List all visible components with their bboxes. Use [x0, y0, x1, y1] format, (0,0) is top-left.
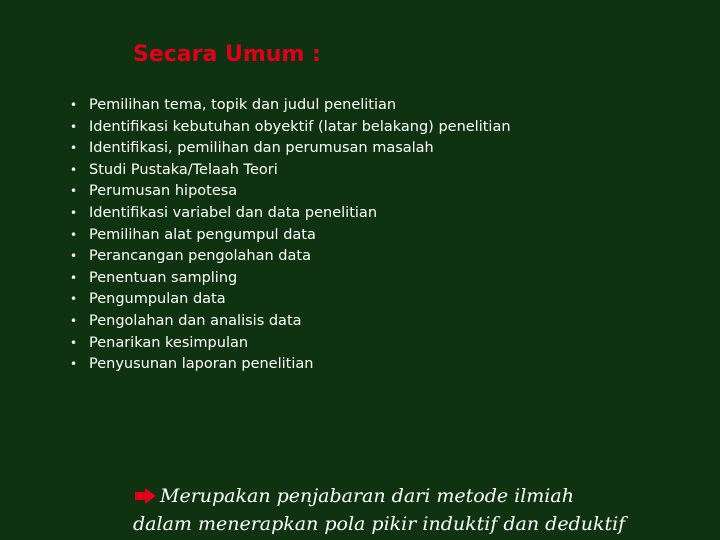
bullet-icon: • [70, 270, 78, 285]
bullet-list [70, 95, 511, 376]
footer-text-1: Merupakan penjabaran dari metode ilmiah [160, 485, 574, 507]
list-item-text: Perancangan pengolahan data [89, 248, 311, 265]
list-item [70, 225, 511, 247]
bullet-icon: • [70, 292, 78, 307]
list-item [70, 181, 511, 203]
list-item-text: Penyusunan laporan penelitian [89, 356, 314, 373]
bullet-icon: • [70, 335, 78, 350]
list-item-text: Pemilihan tema, topik dan judul penelitian [89, 97, 397, 113]
footer-line-1 [133, 482, 693, 510]
list-item-text: Pemilihan alat pengumpul data [89, 226, 316, 243]
list-item [70, 95, 511, 117]
bullet-icon: • [70, 119, 78, 134]
bullet-icon: • [70, 162, 78, 177]
bullet-icon: • [70, 227, 78, 242]
list-item-text: Penentuan sampling [89, 269, 238, 286]
footer-note [133, 482, 693, 538]
list-item [70, 246, 511, 268]
slide-title: Secara Umum : [133, 42, 321, 67]
list-item-text: Perumusan hipotesa [89, 183, 238, 200]
bullet-icon: • [70, 357, 78, 372]
list-item [70, 311, 511, 333]
list-item-text: Pengumpulan data [89, 291, 226, 308]
list-item-text: Pengolahan dan analisis data [89, 312, 302, 329]
list-item [70, 138, 511, 160]
list-item-text: Studi Pustaka/Telaah Teori [89, 161, 278, 178]
list-item [70, 117, 511, 139]
list-item [70, 289, 511, 311]
bullet-icon: • [70, 205, 78, 220]
list-item-text: Identifikasi variabel dan data penelitian [89, 204, 378, 221]
list-item [70, 268, 511, 290]
list-item-text: Identifikasi, pemilihan dan perumusan masalah [89, 140, 434, 157]
bullet-icon: • [70, 184, 78, 199]
list-item [70, 160, 511, 182]
right-arrow-icon [133, 488, 157, 504]
bullet-icon: • [70, 313, 78, 328]
list-item-text: Identifikasi kebutuhan obyektif (latar belakang) penelitian [89, 118, 511, 135]
list-item [70, 333, 511, 355]
bullet-icon: • [70, 249, 78, 264]
list-item-text: Penarikan kesimpulan [89, 334, 249, 351]
bullet-icon: • [70, 141, 78, 156]
bullet-icon: • [70, 98, 78, 112]
list-item [70, 203, 511, 225]
footer-line-2: dalam menerapkan pola pikir induktif dan deduktif [133, 513, 626, 535]
list-item [70, 354, 511, 376]
